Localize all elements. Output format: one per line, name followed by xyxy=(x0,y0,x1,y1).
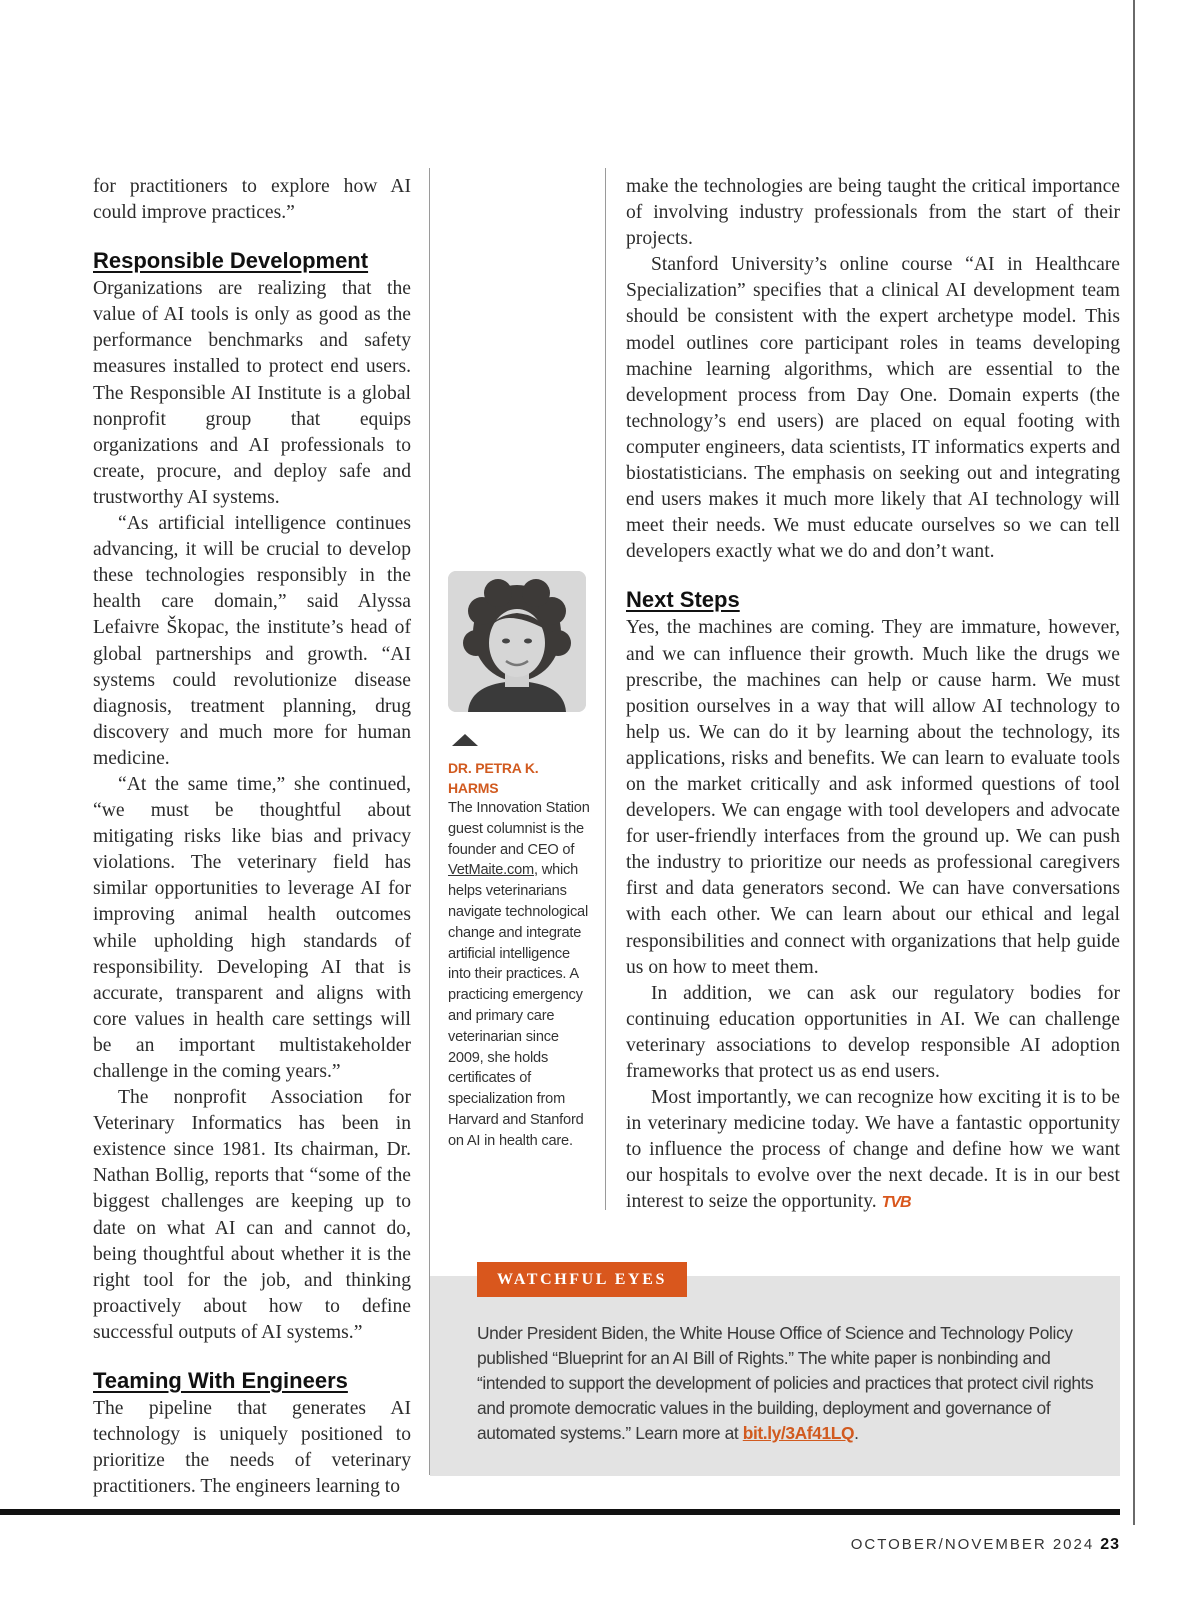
author-description xyxy=(448,798,590,1152)
heading-next-steps: Next Steps xyxy=(626,587,740,613)
sidebar-end: . xyxy=(854,1423,859,1443)
sidebar-text xyxy=(477,1321,1102,1446)
author-bio xyxy=(448,571,590,1152)
author-name: DR. PETRA K. HARMS xyxy=(448,760,539,796)
footer-rule xyxy=(0,1509,1120,1515)
issue-date: OCTOBER/NOVEMBER 2024 xyxy=(850,1536,1095,1553)
author-portrait-icon xyxy=(448,571,586,712)
page-edge-rule xyxy=(1133,0,1135,1525)
heading-responsible-development: Responsible Development xyxy=(93,248,369,274)
heading-teaming-with-engineers: Teaming With Engineers xyxy=(93,1368,348,1394)
responsible-paragraph-2: “As artificial intelligence continues advancing, it will be crucial to develop these technologies responsibly in the health care domain,” said Alyssa Lefaivre Škopac, the institute’s head of global partnerships and growth. “AI systems could revolutionize disease diagnosis, treatment planning, drug discovery and much more for human medicine. xyxy=(93,513,411,769)
tvb-end-mark: TVB xyxy=(881,1194,911,1212)
teaming-paragraph-1: The pipeline that generates AI technology is uniquely positioned to prioritize the needs of veterinary practitioners. The engineers learning to xyxy=(93,1398,411,1498)
column-divider-right xyxy=(605,168,606,1210)
closing-text: Most importantly, we can recognize how exciting it is to be in veterinary medicine today. We have a fantastic opportunity to influence the process of change and define how we want our hospitals to evolve over the next decade. It is in our best interest to seize the opportunity. xyxy=(626,1087,1120,1213)
responsible-paragraph-1: Organizations are realizing that the value of AI tools is only as good as the performance benchmarks and safety measures installed to protect end users. The Responsible AI Institute is a global nonprofit group that equips organizations and AI professionals to create, procure, and deploy safe and trustworthy AI systems. xyxy=(93,278,411,508)
next-steps-paragraph-1: Yes, the machines are coming. They are immature, however, and we can influence their growth. Much like the drugs we prescribe, the machines can help or cause harm. We must position ourselves in a way that will allow AI technology to help us. We can do it by learning about the technology, its applications, risks and benefits. We can learn to evaluate tools on the market critically and ask informed questions of tool developers. We can engage with tool developers and advocate for user-friendly interfaces from the ground up. We can push the industry to prioritize our needs as professional caregivers first and data generators second. We can have conversations with each other. We can learn about our ethical and legal responsibilities and connect with organizations that help guide us on how to meet them. xyxy=(626,617,1120,978)
intro-paragraph: for practitioners to explore how AI could improve practices.” xyxy=(93,176,411,224)
next-steps-paragraph-2: In addition, we can ask our regulatory bodies for continuing education opportunities in AI. We can challenge veterinary associations to develop responsible AI adoption frameworks that protect us as end users. xyxy=(626,982,1120,1082)
sidebar-body: Under President Biden, the White House Office of Science and Technology Policy published “Blueprint for an AI Bill of Rights.” The white paper is nonbinding and “intended to support the development of policies and practices that protect civil rights and promote democratic values in the building, deployment and governance of automated systems.” Learn more at xyxy=(477,1323,1094,1443)
responsible-paragraph-4: The nonprofit Association for Veterinary Informatics has been in existence since 1981. Its chairman, Dr. Nathan Bollig, reports that “some of the biggest challenges are keeping up to date on what AI can and cannot do, being thoughtful about whether it is the right tool for the job, and thinking proactively about how to define successful outputs of AI systems.” xyxy=(93,1087,411,1343)
bio-text-end: , which helps veterinarians navigate technological change and integrate artificial intelligence into their practices. A practicing emergency and primary care veterinarian since 2009, she holds certificates of specialization from Harvard and Stanford on AI in health care. xyxy=(448,862,589,1149)
right-column xyxy=(626,174,1120,1217)
caption-pointer-icon xyxy=(452,734,478,746)
left-column xyxy=(93,174,411,1500)
continued-paragraph: make the technologies are being taught the critical importance of involving industry professionals from the start of their projects. xyxy=(626,176,1120,250)
stanford-paragraph: Stanford University’s online course “AI in Healthcare Specialization” specifies that a clinical AI development team should be consistent with the expert archetype model. This model outlines core participant roles in teams developing machine learning algorithms, which are essential to the development process from Day One. Domain experts (the technology’s end users) are placed on equal footing with computer engineers, data scientists, IT informatics experts and biostatisticians. The emphasis on seeking out and integrating end users makes it much more likely that AI technology will meet their needs. We must educate ourselves so we can tell developers exactly what we do and don’t want. xyxy=(626,254,1120,563)
responsible-paragraph-3: “At the same time,” she continued, “we must be thoughtful about mitigating risks like bias and privacy violations. The veterinary field has similar opportunities to leverage AI for improving animal health outcomes while upholding high standards of responsibility. Developing AI that is accurate, transparent and aligns with core values in health care settings will be an important multistakeholder challenge in the coming years.” xyxy=(93,773,411,1082)
sidebar-tag: WATCHFUL EYES xyxy=(477,1262,687,1297)
author-photo xyxy=(448,571,586,712)
page-number: 23 xyxy=(1100,1536,1120,1553)
vetmaite-link[interactable]: VetMaite.com xyxy=(448,862,535,879)
page-footer xyxy=(851,1536,1120,1554)
bitly-link[interactable]: bit.ly/3Af41LQ xyxy=(742,1423,855,1443)
bio-text-start: The Innovation Station guest columnist is the founder and CEO of xyxy=(448,800,590,858)
next-steps-paragraph-3 xyxy=(626,1085,1120,1216)
